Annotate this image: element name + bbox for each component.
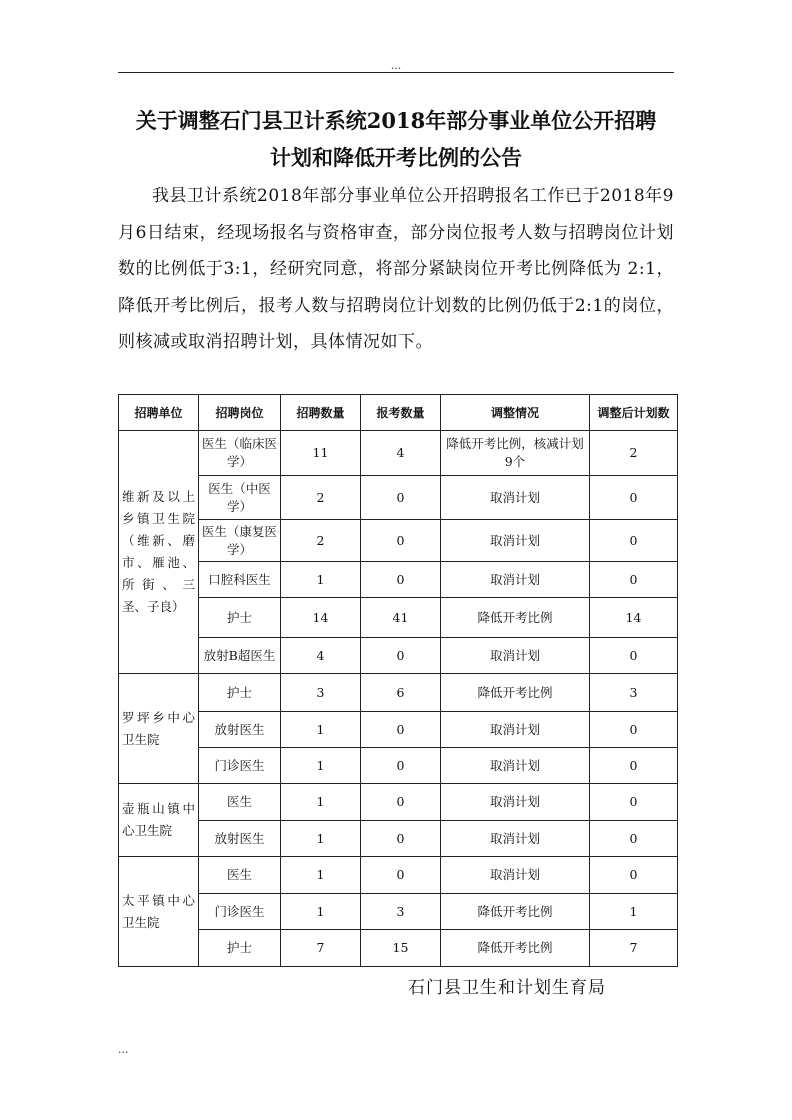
- post-cell: 放射B超医生: [199, 638, 281, 674]
- post-cell: 护士: [199, 598, 281, 638]
- applicants-cell: 0: [361, 821, 441, 857]
- post-cell: 医生（中医学）: [199, 476, 281, 520]
- adjustment-cell: 降低开考比例: [441, 598, 590, 638]
- table-row: [119, 784, 678, 821]
- table-row: [119, 857, 678, 894]
- applicants-cell: 0: [361, 784, 441, 821]
- adjustment-table: [118, 394, 678, 967]
- table-row: [119, 638, 678, 674]
- quota-cell: 1: [281, 784, 361, 821]
- applicants-cell: 0: [361, 520, 441, 562]
- quota-cell: 1: [281, 748, 361, 784]
- applicants-cell: 3: [361, 894, 441, 930]
- adjustment-cell: 取消计划: [441, 712, 590, 748]
- new-quota-cell: 0: [590, 857, 678, 894]
- new-quota-cell: 0: [590, 748, 678, 784]
- new-quota-cell: 0: [590, 712, 678, 748]
- unit-cell: 太平镇中心卫生院: [119, 857, 199, 967]
- new-quota-cell: 0: [590, 520, 678, 562]
- header-rule: [118, 72, 674, 73]
- applicants-cell: 6: [361, 674, 441, 712]
- title-line-2: 计划和降低开考比例的公告: [270, 145, 522, 170]
- adjustment-cell: 降低开考比例: [441, 674, 590, 712]
- new-quota-cell: 14: [590, 598, 678, 638]
- adjustment-cell: 降低开考比例: [441, 894, 590, 930]
- table-row: [119, 712, 678, 748]
- title-line-1: 关于调整石门县卫计系统2018年部分事业单位公开招聘: [135, 108, 657, 133]
- applicants-cell: 0: [361, 712, 441, 748]
- quota-cell: 7: [281, 930, 361, 967]
- adjustment-cell: 取消计划: [441, 784, 590, 821]
- table-row: [119, 520, 678, 562]
- new-quota-cell: 3: [590, 674, 678, 712]
- post-cell: 护士: [199, 930, 281, 967]
- unit-cell: 维新及以上乡镇卫生院（维新、磨市、雁池、所街、三圣、子良）: [119, 431, 199, 674]
- footer-dots: ...: [118, 1043, 129, 1056]
- table-row: [119, 431, 678, 476]
- quota-cell: 1: [281, 857, 361, 894]
- new-quota-cell: 1: [590, 894, 678, 930]
- new-quota-cell: 0: [590, 821, 678, 857]
- applicants-cell: 4: [361, 431, 441, 476]
- applicants-cell: 41: [361, 598, 441, 638]
- adjustment-cell: 取消计划: [441, 520, 590, 562]
- unit-cell: 壶瓶山镇中心卫生院: [119, 784, 199, 857]
- quota-cell: 3: [281, 674, 361, 712]
- quota-cell: 1: [281, 712, 361, 748]
- quota-cell: 14: [281, 598, 361, 638]
- adjustment-cell: 取消计划: [441, 821, 590, 857]
- applicants-cell: 0: [361, 562, 441, 598]
- adjustment-cell: 取消计划: [441, 562, 590, 598]
- post-cell: 医生: [199, 784, 281, 821]
- table-row: [119, 894, 678, 930]
- table-row: [119, 476, 678, 520]
- new-quota-cell: 0: [590, 638, 678, 674]
- post-cell: 门诊医生: [199, 894, 281, 930]
- quota-cell: 4: [281, 638, 361, 674]
- announcement-body: 我县卫计系统2018年部分事业单位公开招聘报名工作已于2018年9月6日结束，经现场报名与资格审查，部分岗位报考人数与招聘岗位计划数的比例低于3:1，经研究同意，将部分紧缺岗位开考比例降低为 2:1，降低开考比例后，报考人数与招聘岗位计划数的比例仍低于2:1的岗位，则核减或取消招聘计划，具体情况如下。: [118, 186, 674, 352]
- header-post: 招聘岗位: [199, 395, 281, 431]
- post-cell: 放射医生: [199, 712, 281, 748]
- quota-cell: 2: [281, 476, 361, 520]
- quota-cell: 1: [281, 894, 361, 930]
- table-header-row: [119, 395, 678, 431]
- quota-cell: 11: [281, 431, 361, 476]
- header-new-quota: 调整后计划数: [590, 395, 678, 431]
- applicants-cell: 0: [361, 476, 441, 520]
- table-row: [119, 930, 678, 967]
- header-adjustment: 调整情况: [441, 395, 590, 431]
- new-quota-cell: 7: [590, 930, 678, 967]
- table-row: [119, 562, 678, 598]
- new-quota-cell: 0: [590, 784, 678, 821]
- new-quota-cell: 2: [590, 431, 678, 476]
- post-cell: 口腔科医生: [199, 562, 281, 598]
- adjustment-cell: 降低开考比例: [441, 930, 590, 967]
- adjustment-cell: 取消计划: [441, 638, 590, 674]
- table-row: [119, 674, 678, 712]
- new-quota-cell: 0: [590, 476, 678, 520]
- post-cell: 门诊医生: [199, 748, 281, 784]
- adjustment-cell: 取消计划: [441, 857, 590, 894]
- unit-cell: 罗坪乡中心卫生院: [119, 674, 199, 784]
- adjustment-cell: 降低开考比例，核减计划9个: [441, 431, 590, 476]
- table-row: [119, 748, 678, 784]
- post-cell: 医生（临床医学）: [199, 431, 281, 476]
- issuer-signature: 石门县卫生和计划生育局: [408, 978, 606, 998]
- new-quota-cell: 0: [590, 562, 678, 598]
- quota-cell: 1: [281, 562, 361, 598]
- adjustment-cell: 取消计划: [441, 748, 590, 784]
- applicants-cell: 0: [361, 857, 441, 894]
- header-quota: 招聘数量: [281, 395, 361, 431]
- applicants-cell: 15: [361, 930, 441, 967]
- table-row: [119, 598, 678, 638]
- header-unit: 招聘单位: [119, 395, 199, 431]
- header-applicants: 报考数量: [361, 395, 441, 431]
- quota-cell: 1: [281, 821, 361, 857]
- applicants-cell: 0: [361, 638, 441, 674]
- quota-cell: 2: [281, 520, 361, 562]
- table-row: [119, 821, 678, 857]
- adjustment-cell: 取消计划: [441, 476, 590, 520]
- post-cell: 医生（康复医学）: [199, 520, 281, 562]
- applicants-cell: 0: [361, 748, 441, 784]
- post-cell: 医生: [199, 857, 281, 894]
- header-dots: ...: [390, 59, 402, 72]
- post-cell: 放射医生: [199, 821, 281, 857]
- post-cell: 护士: [199, 674, 281, 712]
